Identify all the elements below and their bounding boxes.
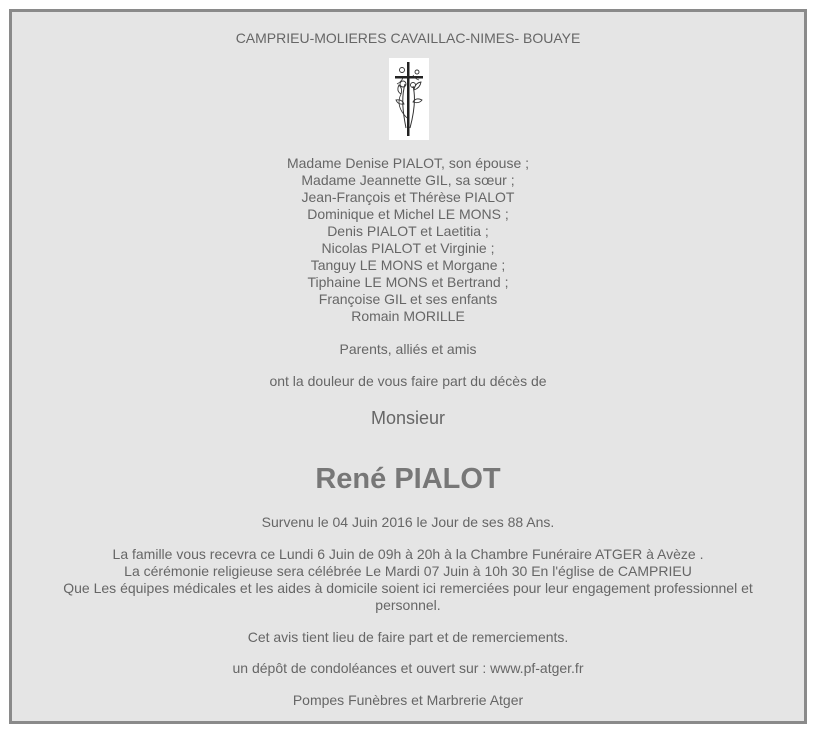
ceremony-line: La cérémonie religieuse sera célébrée Le Mardi 07 Juin à 10h 30 En l'église de CAMPRIEU	[124, 563, 692, 579]
family-member: Dominique et Michel LE MONS ;	[307, 206, 509, 222]
header-places: CAMPRIEU-MOLIERES CAVAILLAC-NIMES- BOUAYE	[235, 30, 581, 46]
ceremony-info	[42, 546, 774, 614]
closing-line: Cet avis tient lieu de faire part et de remerciements.	[247, 629, 569, 645]
family-member: Tanguy LE MONS et Morgane ;	[310, 257, 506, 273]
family-member: Jean-François et Thérèse PIALOT	[301, 189, 515, 205]
salutation: Monsieur	[370, 408, 446, 428]
ceremony-line: Que Les équipes médicales et les aides à domicile soient ici remerciées pour leur engagement professionnel et personnel.	[63, 580, 753, 613]
family-member: Françoise GIL et ses enfants	[318, 291, 498, 307]
family-member: Tiphaine LE MONS et Bertrand ;	[307, 274, 509, 290]
obituary-notice	[9, 9, 807, 724]
signature: Pompes Funèbres et Marbrerie Atger	[292, 692, 524, 708]
family-member: Madame Denise PIALOT, son épouse ;	[286, 155, 530, 171]
family-member: Romain MORILLE	[351, 308, 465, 324]
condolences-line: un dépôt de condoléances et ouvert sur : www.pf-atger.fr	[232, 660, 584, 676]
family-member: Nicolas PIALOT et Virginie ;	[321, 240, 495, 256]
ceremony-line: La famille vous recevra ce Lundi 6 Juin de 09h à 20h à la Chambre Funéraire ATGER à Avèze .	[112, 546, 704, 562]
relatives-line: Parents, alliés et amis	[339, 341, 477, 357]
death-info: Survenu le 04 Juin 2016 le Jour de ses 88 Ans.	[261, 514, 555, 530]
deceased-name: René PIALOT	[315, 463, 501, 495]
family-member: Denis PIALOT et Laetitia ;	[327, 223, 489, 239]
family-list	[12, 155, 804, 325]
family-member: Madame Jeannette GIL, sa sœur ;	[301, 172, 515, 188]
announcement-line: ont la douleur de vous faire part du décès de	[269, 373, 547, 389]
cross-with-flowers-icon	[389, 58, 429, 140]
